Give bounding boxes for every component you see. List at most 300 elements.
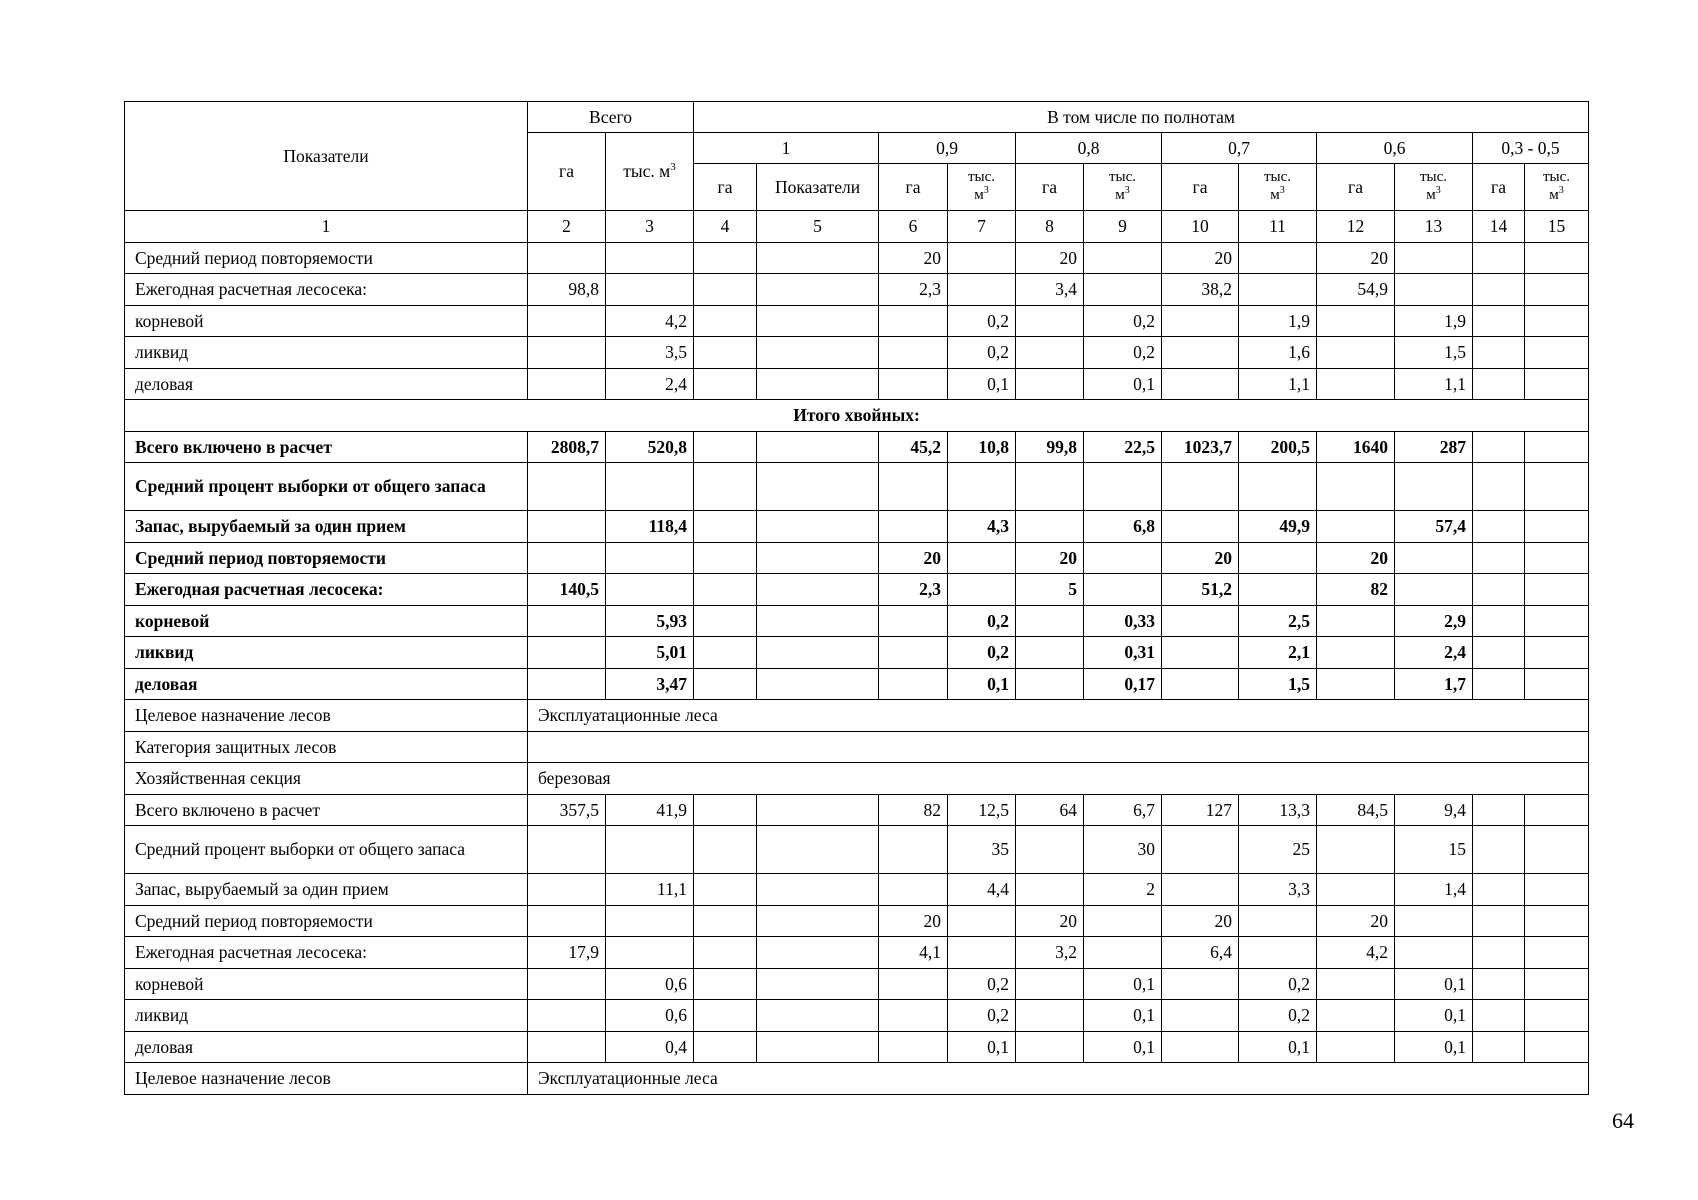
table-cell: 51,2 bbox=[1162, 574, 1239, 606]
table-cell: 22,5 bbox=[1084, 431, 1162, 463]
table-cell: 5,01 bbox=[606, 637, 694, 669]
table-cell bbox=[948, 542, 1016, 574]
table-cell bbox=[606, 463, 694, 511]
table-cell bbox=[948, 242, 1016, 274]
table-cell bbox=[1239, 242, 1317, 274]
table-cell bbox=[1239, 937, 1317, 969]
table-cell: 49,9 bbox=[1239, 511, 1317, 543]
table-cell bbox=[606, 905, 694, 937]
table-cell bbox=[1525, 937, 1589, 969]
header-row-1 bbox=[125, 102, 1589, 133]
row-label: Средний период повторяемости bbox=[125, 542, 528, 574]
forest-table bbox=[124, 101, 1589, 1095]
table-cell: 20 bbox=[1016, 242, 1084, 274]
table-cell: 127 bbox=[1162, 794, 1239, 826]
table-cell bbox=[757, 1000, 879, 1032]
header-density-08: 0,8 bbox=[1016, 133, 1162, 164]
table-cell bbox=[1016, 1031, 1084, 1063]
table-cell bbox=[694, 463, 757, 511]
table-cell bbox=[757, 337, 879, 369]
table-cell bbox=[694, 242, 757, 274]
table-cell: 20 bbox=[1317, 242, 1395, 274]
table-cell: 0,17 bbox=[1084, 668, 1162, 700]
table-row bbox=[125, 874, 1589, 906]
table-cell bbox=[528, 826, 606, 874]
table-row bbox=[125, 1000, 1589, 1032]
table-cell bbox=[879, 826, 948, 874]
table-cell: 2,3 bbox=[879, 574, 948, 606]
table-row bbox=[125, 968, 1589, 1000]
table-cell: 1,1 bbox=[1239, 368, 1317, 400]
table-cell bbox=[1162, 826, 1239, 874]
table-cell bbox=[1473, 1031, 1525, 1063]
table-cell bbox=[1317, 637, 1395, 669]
table-cell bbox=[1525, 905, 1589, 937]
table-cell bbox=[1525, 431, 1589, 463]
table-cell bbox=[1473, 794, 1525, 826]
table-cell: 20 bbox=[1317, 905, 1395, 937]
table-cell: 4,1 bbox=[879, 937, 948, 969]
table-cell bbox=[948, 905, 1016, 937]
table-cell: 2,4 bbox=[606, 368, 694, 400]
table-cell bbox=[1162, 1000, 1239, 1032]
table-cell: 0,4 bbox=[606, 1031, 694, 1063]
table-cell bbox=[1162, 968, 1239, 1000]
table-cell bbox=[879, 337, 948, 369]
table-cell bbox=[757, 905, 879, 937]
table-cell bbox=[1317, 1000, 1395, 1032]
table-cell bbox=[757, 463, 879, 511]
table-cell: 0,6 bbox=[606, 1000, 694, 1032]
info-value: Эксплуатационные леса bbox=[528, 1063, 1589, 1095]
table-cell: 25 bbox=[1239, 826, 1317, 874]
table-cell: 20 bbox=[879, 542, 948, 574]
table-cell bbox=[1473, 637, 1525, 669]
table-cell bbox=[1473, 431, 1525, 463]
table-cell: 20 bbox=[1162, 542, 1239, 574]
table-cell bbox=[1084, 274, 1162, 306]
table-cell: 0,2 bbox=[1239, 968, 1317, 1000]
table-cell: 20 bbox=[1162, 242, 1239, 274]
column-number: 15 bbox=[1525, 211, 1589, 243]
header-ha: га bbox=[879, 164, 948, 211]
table-cell: 0,1 bbox=[1239, 1031, 1317, 1063]
table-cell bbox=[694, 637, 757, 669]
table-cell: 287 bbox=[1395, 431, 1473, 463]
table-cell bbox=[1525, 968, 1589, 1000]
table-cell: 520,8 bbox=[606, 431, 694, 463]
table-cell: 1,9 bbox=[1395, 305, 1473, 337]
table-row bbox=[125, 368, 1589, 400]
table-cell bbox=[1525, 668, 1589, 700]
table-cell bbox=[948, 574, 1016, 606]
table-cell bbox=[1016, 668, 1084, 700]
table-cell bbox=[528, 542, 606, 574]
table-row bbox=[125, 794, 1589, 826]
table-cell bbox=[1525, 794, 1589, 826]
table-cell: 15 bbox=[1395, 826, 1473, 874]
info-row bbox=[125, 763, 1589, 795]
table-cell bbox=[1473, 511, 1525, 543]
info-value bbox=[528, 731, 1589, 763]
table-cell bbox=[1525, 463, 1589, 511]
table-cell bbox=[1525, 874, 1589, 906]
table-cell bbox=[1016, 368, 1084, 400]
table-cell bbox=[1395, 542, 1473, 574]
table-cell bbox=[757, 794, 879, 826]
table-cell bbox=[1395, 242, 1473, 274]
table-cell bbox=[879, 511, 948, 543]
table-cell bbox=[694, 668, 757, 700]
table-cell bbox=[528, 968, 606, 1000]
header-ha: га bbox=[1162, 164, 1239, 211]
table-cell bbox=[1162, 874, 1239, 906]
row-label: деловая bbox=[125, 1031, 528, 1063]
table-cell bbox=[1162, 1031, 1239, 1063]
table-cell bbox=[528, 1000, 606, 1032]
table-row bbox=[125, 826, 1589, 874]
header-density-07: 0,7 bbox=[1162, 133, 1317, 164]
table-cell bbox=[694, 1031, 757, 1063]
table-cell bbox=[1525, 511, 1589, 543]
column-number: 11 bbox=[1239, 211, 1317, 243]
table-cell bbox=[948, 937, 1016, 969]
table-cell bbox=[1525, 274, 1589, 306]
table-cell bbox=[1084, 242, 1162, 274]
table-cell bbox=[1395, 274, 1473, 306]
table-cell bbox=[1162, 337, 1239, 369]
table-cell bbox=[1525, 368, 1589, 400]
table-cell bbox=[1016, 605, 1084, 637]
table-cell: 357,5 bbox=[528, 794, 606, 826]
table-cell: 1023,7 bbox=[1162, 431, 1239, 463]
table-cell: 1640 bbox=[1317, 431, 1395, 463]
table-cell bbox=[1473, 305, 1525, 337]
table-row bbox=[125, 337, 1589, 369]
table-cell bbox=[694, 874, 757, 906]
table-cell bbox=[1473, 542, 1525, 574]
table-cell: 57,4 bbox=[1395, 511, 1473, 543]
row-label: Ежегодная расчетная лесосека: bbox=[125, 937, 528, 969]
table-cell bbox=[757, 274, 879, 306]
table-cell bbox=[879, 605, 948, 637]
info-row bbox=[125, 700, 1589, 732]
table-cell bbox=[694, 794, 757, 826]
header-sub-indicators: Показатели bbox=[757, 164, 879, 211]
table-cell bbox=[1525, 242, 1589, 274]
table-cell: 54,9 bbox=[1317, 274, 1395, 306]
row-label: Ежегодная расчетная лесосека: bbox=[125, 274, 528, 306]
table-cell bbox=[1473, 968, 1525, 1000]
table-row bbox=[125, 305, 1589, 337]
table-cell bbox=[528, 668, 606, 700]
table-cell bbox=[757, 542, 879, 574]
table-cell bbox=[1016, 337, 1084, 369]
column-number: 14 bbox=[1473, 211, 1525, 243]
table-cell: 0,1 bbox=[948, 368, 1016, 400]
table-cell bbox=[1525, 826, 1589, 874]
table-cell bbox=[606, 937, 694, 969]
table-cell: 20 bbox=[1016, 542, 1084, 574]
section-title: Итого хвойных: bbox=[125, 400, 1589, 432]
table-cell: 10,8 bbox=[948, 431, 1016, 463]
table-cell: 2,9 bbox=[1395, 605, 1473, 637]
table-cell: 45,2 bbox=[879, 431, 948, 463]
table-cell bbox=[757, 1031, 879, 1063]
table-cell: 4,2 bbox=[606, 305, 694, 337]
table-cell: 0,6 bbox=[606, 968, 694, 1000]
table-cell bbox=[1084, 937, 1162, 969]
table-cell bbox=[1473, 274, 1525, 306]
table-cell bbox=[1084, 905, 1162, 937]
table-cell bbox=[757, 242, 879, 274]
header-volume: тыс. $м^3$ bbox=[1525, 164, 1589, 211]
table-cell bbox=[528, 637, 606, 669]
header-volume: тыс. $м^3$ bbox=[948, 164, 1016, 211]
table-cell bbox=[606, 542, 694, 574]
table-cell bbox=[1317, 874, 1395, 906]
table-cell: 17,9 bbox=[528, 937, 606, 969]
header-total-volume: тыс. $м^3$ bbox=[606, 133, 694, 211]
table-cell: 41,9 bbox=[606, 794, 694, 826]
table-cell bbox=[757, 574, 879, 606]
table-cell: 20 bbox=[1317, 542, 1395, 574]
table-cell bbox=[694, 542, 757, 574]
table-cell: 11,1 bbox=[606, 874, 694, 906]
column-number: 1 bbox=[125, 211, 528, 243]
table-row bbox=[125, 431, 1589, 463]
table-cell bbox=[948, 274, 1016, 306]
table-cell: 98,8 bbox=[528, 274, 606, 306]
table-cell bbox=[757, 937, 879, 969]
table-cell bbox=[948, 463, 1016, 511]
table-cell: 6,8 bbox=[1084, 511, 1162, 543]
table-cell: 30 bbox=[1084, 826, 1162, 874]
table-cell: 0,2 bbox=[948, 337, 1016, 369]
table-cell bbox=[1162, 368, 1239, 400]
table-cell: 3,47 bbox=[606, 668, 694, 700]
info-label: Целевое назначение лесов bbox=[125, 700, 528, 732]
table-cell: 1,9 bbox=[1239, 305, 1317, 337]
table-cell: 0,2 bbox=[948, 605, 1016, 637]
row-label: Запас, вырубаемый за один прием bbox=[125, 874, 528, 906]
table-cell bbox=[1317, 305, 1395, 337]
page-number: 64 bbox=[1612, 1108, 1634, 1133]
column-number: 2 bbox=[528, 211, 606, 243]
table-cell: 2,4 bbox=[1395, 637, 1473, 669]
table-cell: 1,5 bbox=[1239, 668, 1317, 700]
table-cell: 13,3 bbox=[1239, 794, 1317, 826]
table-cell bbox=[694, 511, 757, 543]
table-cell bbox=[1317, 605, 1395, 637]
table-cell bbox=[528, 368, 606, 400]
table-cell bbox=[1016, 305, 1084, 337]
table-cell bbox=[1473, 337, 1525, 369]
table-cell bbox=[1162, 668, 1239, 700]
table-cell: 0,1 bbox=[948, 1031, 1016, 1063]
table-cell bbox=[694, 605, 757, 637]
table-cell bbox=[1162, 511, 1239, 543]
table-cell: 2808,7 bbox=[528, 431, 606, 463]
row-label: ликвид bbox=[125, 637, 528, 669]
table-cell bbox=[1395, 574, 1473, 606]
table-cell: 200,5 bbox=[1239, 431, 1317, 463]
row-label: корневой bbox=[125, 605, 528, 637]
table-cell bbox=[1395, 463, 1473, 511]
table-cell bbox=[528, 337, 606, 369]
header-density-03-05: 0,3 - 0,5 bbox=[1473, 133, 1589, 164]
table-row bbox=[125, 463, 1589, 511]
table-cell bbox=[606, 242, 694, 274]
column-number-row bbox=[125, 211, 1589, 243]
header-ha: га bbox=[1016, 164, 1084, 211]
table-cell: 35 bbox=[948, 826, 1016, 874]
row-label: деловая bbox=[125, 668, 528, 700]
info-label: Категория защитных лесов bbox=[125, 731, 528, 763]
table-cell: 64 bbox=[1016, 794, 1084, 826]
header-ha: га bbox=[1473, 164, 1525, 211]
table-cell: 1,1 bbox=[1395, 368, 1473, 400]
table-cell bbox=[1162, 605, 1239, 637]
table-cell: 0,1 bbox=[1395, 1031, 1473, 1063]
row-label: ликвид bbox=[125, 337, 528, 369]
table-cell bbox=[879, 968, 948, 1000]
table-row bbox=[125, 574, 1589, 606]
table-cell bbox=[1016, 874, 1084, 906]
table-cell: 84,5 bbox=[1317, 794, 1395, 826]
table-cell: 20 bbox=[879, 905, 948, 937]
table-cell bbox=[879, 637, 948, 669]
table-cell bbox=[879, 1031, 948, 1063]
header-volume: тыс. $м^3$ bbox=[1084, 164, 1162, 211]
table-cell bbox=[757, 305, 879, 337]
header-ha: га bbox=[1317, 164, 1395, 211]
info-row bbox=[125, 1063, 1589, 1095]
row-label: Средний процент выборки от общего запаса bbox=[125, 826, 528, 874]
table-cell bbox=[694, 968, 757, 1000]
table-cell bbox=[1016, 1000, 1084, 1032]
section-title-row bbox=[125, 400, 1589, 432]
header-density-1: 1 bbox=[694, 133, 879, 164]
table-cell bbox=[1162, 637, 1239, 669]
table-cell bbox=[1525, 542, 1589, 574]
table-cell bbox=[757, 668, 879, 700]
row-label: корневой bbox=[125, 968, 528, 1000]
table-cell: 0,1 bbox=[1395, 968, 1473, 1000]
column-number: 5 bbox=[757, 211, 879, 243]
row-label: Всего включено в расчет bbox=[125, 431, 528, 463]
table-cell bbox=[879, 305, 948, 337]
table-cell: 0,33 bbox=[1084, 605, 1162, 637]
table-cell bbox=[1317, 1031, 1395, 1063]
table-cell: 4,2 bbox=[1317, 937, 1395, 969]
table-cell: 38,2 bbox=[1162, 274, 1239, 306]
table-cell bbox=[694, 274, 757, 306]
table-row bbox=[125, 1031, 1589, 1063]
column-number: 3 bbox=[606, 211, 694, 243]
row-label: Средний период повторяемости bbox=[125, 905, 528, 937]
table-cell bbox=[879, 1000, 948, 1032]
table-cell: 0,1 bbox=[1084, 1031, 1162, 1063]
header-total: Всего bbox=[528, 102, 694, 133]
table-cell bbox=[528, 305, 606, 337]
table-cell bbox=[1016, 968, 1084, 1000]
table-cell bbox=[1162, 463, 1239, 511]
table-cell: 0,31 bbox=[1084, 637, 1162, 669]
table-cell: 2,3 bbox=[879, 274, 948, 306]
header-density-09: 0,9 bbox=[879, 133, 1016, 164]
table-cell bbox=[1473, 605, 1525, 637]
table-cell: 0,2 bbox=[1239, 1000, 1317, 1032]
header-indicators: Показатели bbox=[125, 102, 528, 211]
table-cell bbox=[757, 874, 879, 906]
row-label: Всего включено в расчет bbox=[125, 794, 528, 826]
table-cell bbox=[879, 668, 948, 700]
table-cell: 118,4 bbox=[606, 511, 694, 543]
table-cell bbox=[1473, 574, 1525, 606]
table-cell: 6,7 bbox=[1084, 794, 1162, 826]
table-cell bbox=[1016, 637, 1084, 669]
table-cell bbox=[528, 463, 606, 511]
table-row bbox=[125, 937, 1589, 969]
table-cell: 1,4 bbox=[1395, 874, 1473, 906]
table-cell: 2,5 bbox=[1239, 605, 1317, 637]
table-cell bbox=[694, 431, 757, 463]
table-cell bbox=[1239, 542, 1317, 574]
table-cell: 6,4 bbox=[1162, 937, 1239, 969]
table-cell: 0,2 bbox=[1084, 337, 1162, 369]
table-cell: 2 bbox=[1084, 874, 1162, 906]
table-cell: 82 bbox=[1317, 574, 1395, 606]
table-cell bbox=[1473, 463, 1525, 511]
table-cell bbox=[1239, 574, 1317, 606]
table-cell bbox=[694, 905, 757, 937]
table-cell bbox=[1525, 605, 1589, 637]
table-cell: 0,1 bbox=[948, 668, 1016, 700]
table-cell: 9,4 bbox=[1395, 794, 1473, 826]
table-cell bbox=[1016, 826, 1084, 874]
table-cell bbox=[879, 874, 948, 906]
table-row bbox=[125, 511, 1589, 543]
table-cell bbox=[1473, 668, 1525, 700]
table-cell bbox=[528, 905, 606, 937]
table-cell bbox=[757, 637, 879, 669]
table-cell: 20 bbox=[1016, 905, 1084, 937]
table-cell: 1,5 bbox=[1395, 337, 1473, 369]
table-cell bbox=[757, 968, 879, 1000]
table-cell: 0,2 bbox=[948, 968, 1016, 1000]
info-label: Целевое назначение лесов bbox=[125, 1063, 528, 1095]
table-cell: 3,4 bbox=[1016, 274, 1084, 306]
table-row bbox=[125, 274, 1589, 306]
column-number: 8 bbox=[1016, 211, 1084, 243]
table-cell bbox=[528, 242, 606, 274]
table-cell bbox=[1317, 337, 1395, 369]
row-label: Средний процент выборки от общего запаса bbox=[125, 463, 528, 511]
table-cell bbox=[757, 431, 879, 463]
table-cell: 20 bbox=[879, 242, 948, 274]
table-cell: 12,5 bbox=[948, 794, 1016, 826]
column-number: 4 bbox=[694, 211, 757, 243]
table-row bbox=[125, 542, 1589, 574]
table-cell bbox=[1239, 274, 1317, 306]
table-row bbox=[125, 605, 1589, 637]
column-number: 7 bbox=[948, 211, 1016, 243]
column-number: 12 bbox=[1317, 211, 1395, 243]
table-cell bbox=[1473, 874, 1525, 906]
info-label: Хозяйственная секция bbox=[125, 763, 528, 795]
table-cell bbox=[694, 305, 757, 337]
